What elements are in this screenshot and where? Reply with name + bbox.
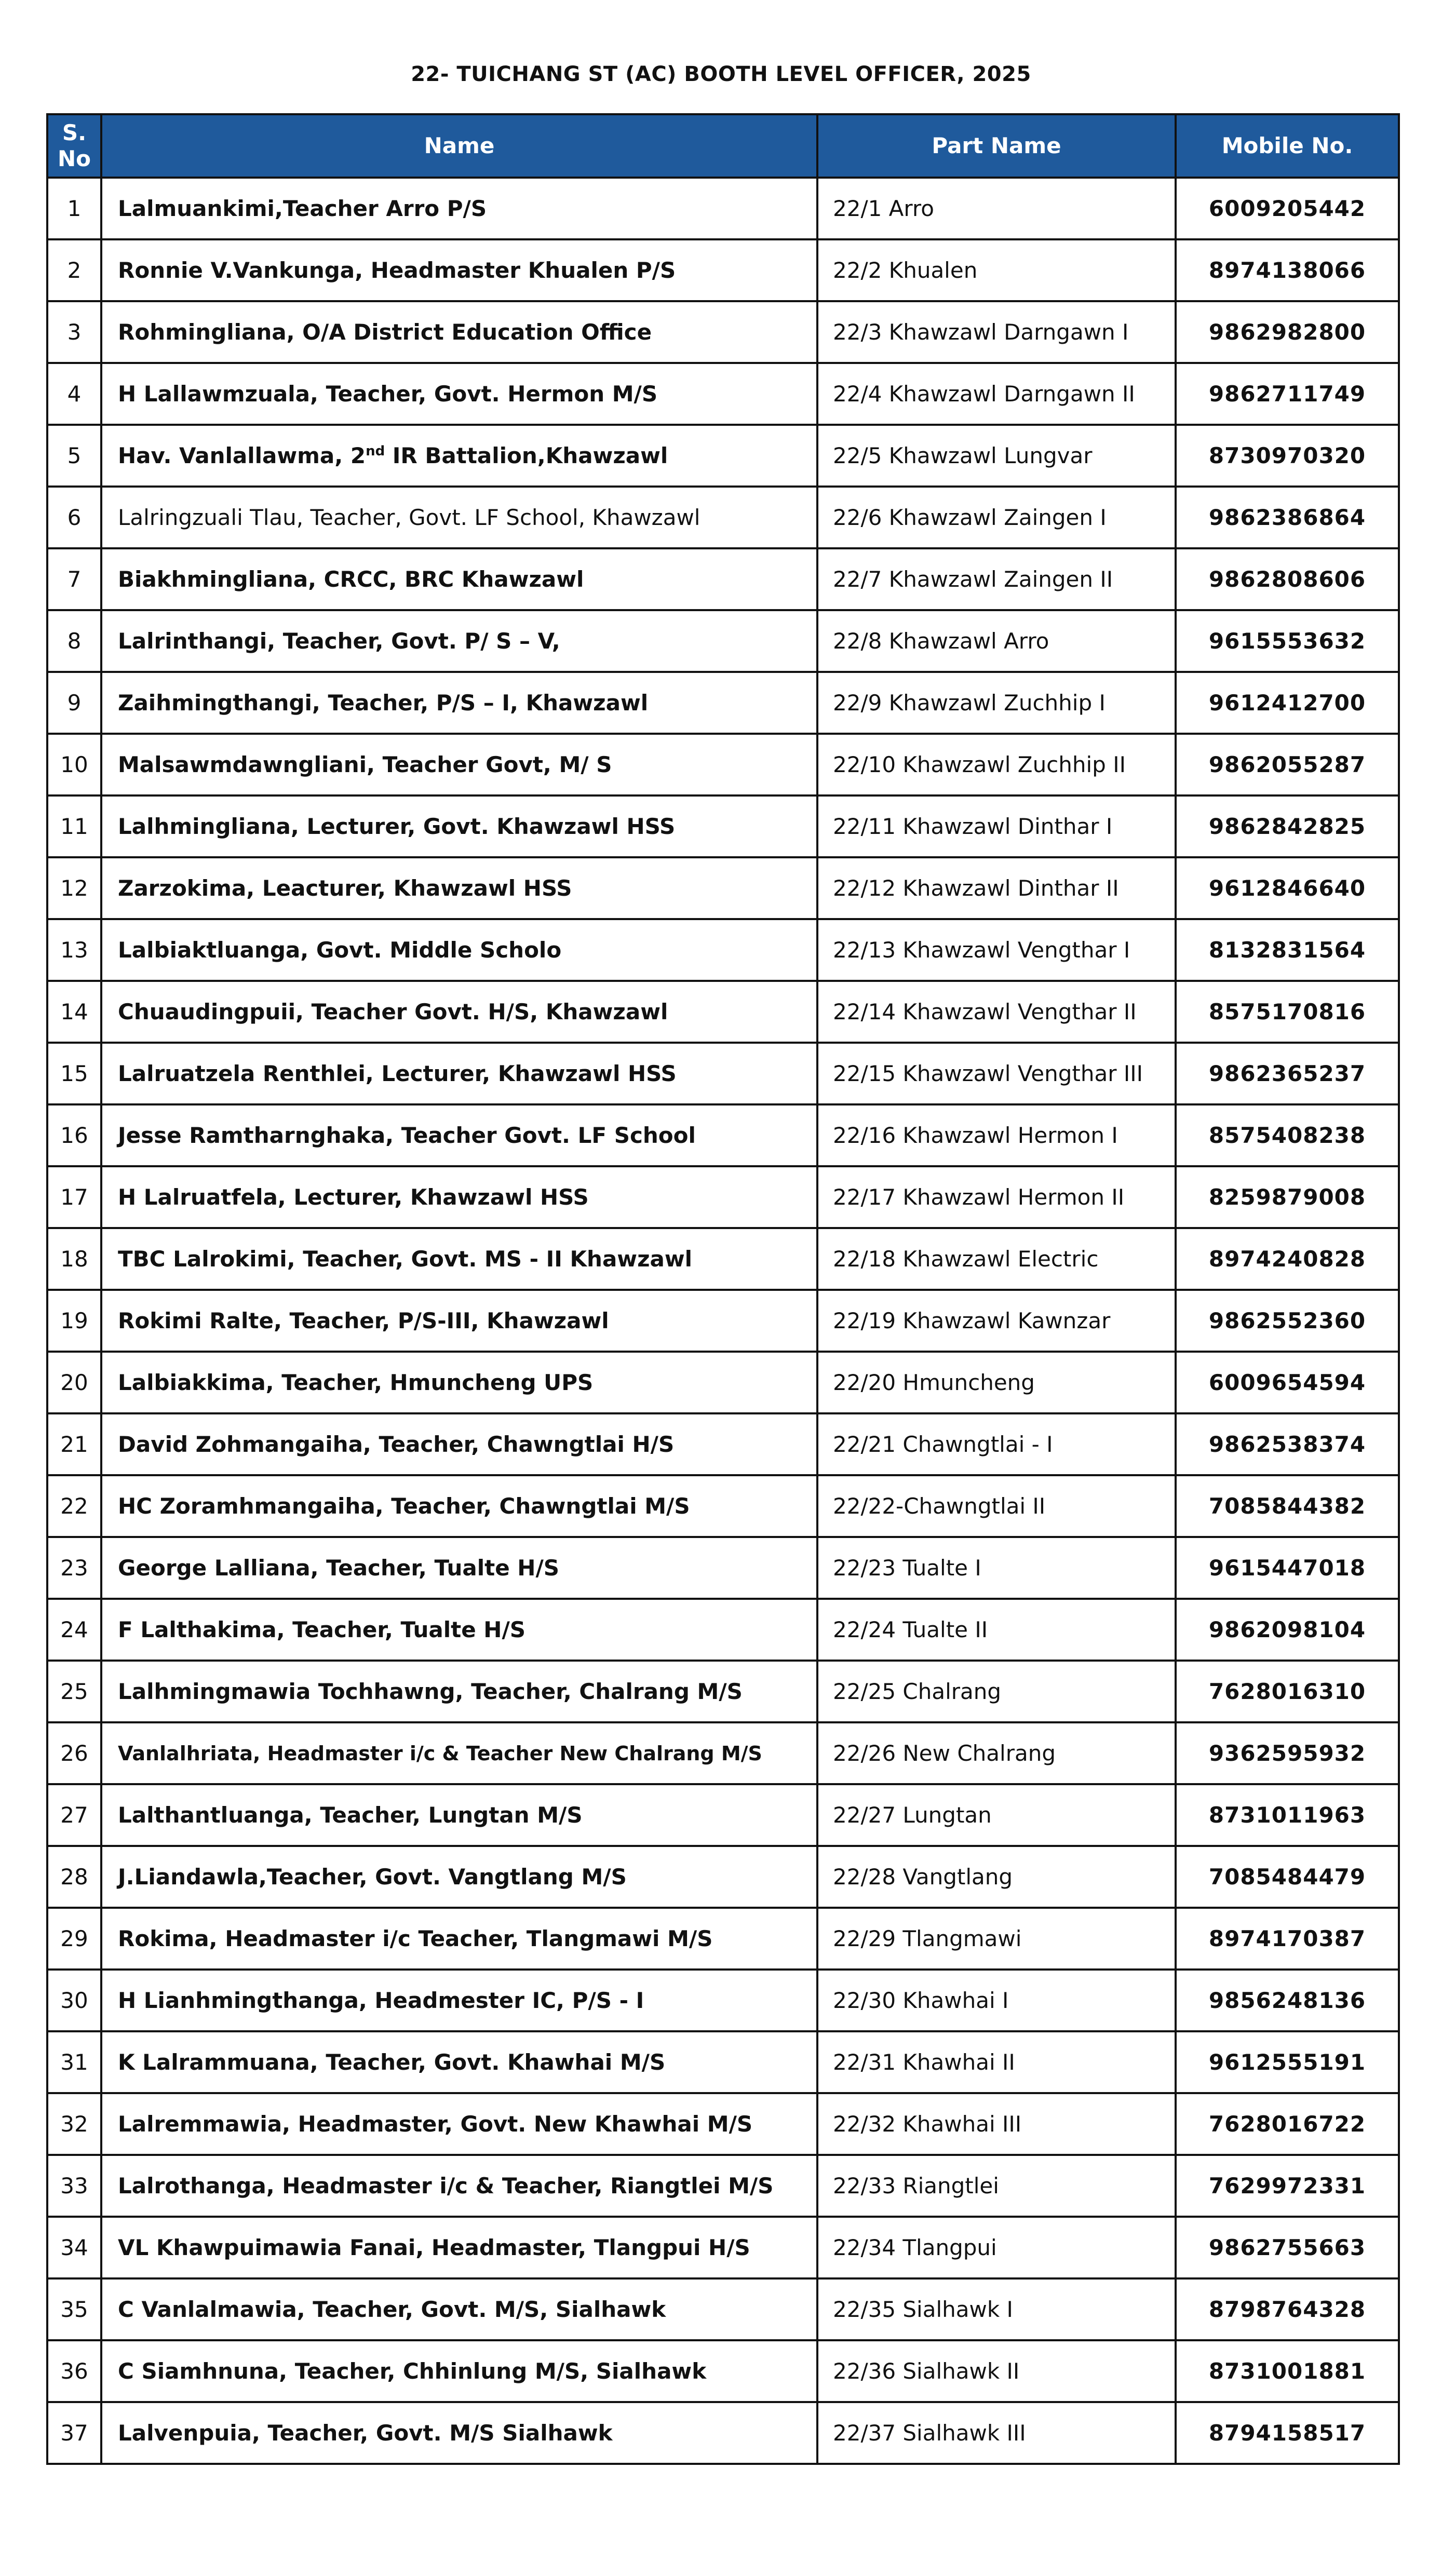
cell-part-name: 22/18 Khawzawl Electric xyxy=(817,1228,1176,1290)
table-row xyxy=(47,363,1399,425)
cell-sno: 16 xyxy=(47,1104,101,1166)
cell-mobile: 8575170816 xyxy=(1176,981,1399,1043)
cell-name: Lalrinthangi, Teacher, Govt. P/ S – V, xyxy=(101,610,817,672)
cell-part-name: 22/1 Arro xyxy=(817,178,1176,239)
cell-part-name: 22/12 Khawzawl Dinthar II xyxy=(817,857,1176,919)
cell-mobile: 9862055287 xyxy=(1176,734,1399,795)
cell-name: Lalmuankimi,Teacher Arro P/S xyxy=(101,178,817,239)
cell-name: H Lianhmingthanga, Headmester IC, P/S - I xyxy=(101,1970,817,2031)
cell-sno: 15 xyxy=(47,1043,101,1104)
cell-sno: 26 xyxy=(47,1722,101,1784)
cell-part-name: 22/9 Khawzawl Zuchhip I xyxy=(817,672,1176,734)
cell-sno: 31 xyxy=(47,2031,101,2093)
table-row xyxy=(47,919,1399,981)
table-row xyxy=(47,1413,1399,1475)
cell-name: Lalremmawia, Headmaster, Govt. New Khawhai M/S xyxy=(101,2093,817,2155)
cell-mobile: 9862755663 xyxy=(1176,2217,1399,2278)
cell-sno: 8 xyxy=(47,610,101,672)
cell-sno: 17 xyxy=(47,1166,101,1228)
cell-sno: 1 xyxy=(47,178,101,239)
header-mobile: Mobile No. xyxy=(1176,114,1399,178)
cell-mobile: 6009654594 xyxy=(1176,1352,1399,1413)
cell-part-name: 22/19 Khawzawl Kawnzar xyxy=(817,1290,1176,1352)
cell-name: Jesse Ramtharnghaka, Teacher Govt. LF School xyxy=(101,1104,817,1166)
cell-sno: 34 xyxy=(47,2217,101,2278)
header-part-name: Part Name xyxy=(817,114,1176,178)
cell-part-name: 22/8 Khawzawl Arro xyxy=(817,610,1176,672)
table-row xyxy=(47,2278,1399,2340)
cell-mobile: 9862982800 xyxy=(1176,301,1399,363)
cell-sno: 32 xyxy=(47,2093,101,2155)
table-row xyxy=(47,1537,1399,1599)
cell-part-name: 22/34 Tlangpui xyxy=(817,2217,1176,2278)
cell-sno: 14 xyxy=(47,981,101,1043)
cell-part-name: 22/17 Khawzawl Hermon II xyxy=(817,1166,1176,1228)
cell-mobile: 7085484479 xyxy=(1176,1846,1399,1908)
cell-name: Lalbiakkima, Teacher, Hmuncheng UPS xyxy=(101,1352,817,1413)
cell-name: HC Zoramhmangaiha, Teacher, Chawngtlai M/S xyxy=(101,1475,817,1537)
cell-sno: 22 xyxy=(47,1475,101,1537)
table-row xyxy=(47,672,1399,734)
cell-name: Lalvenpuia, Teacher, Govt. M/S Sialhawk xyxy=(101,2402,817,2464)
table-row xyxy=(47,1290,1399,1352)
cell-sno: 4 xyxy=(47,363,101,425)
table-row xyxy=(47,2340,1399,2402)
cell-name: C Siamhnuna, Teacher, Chhinlung M/S, Sialhawk xyxy=(101,2340,817,2402)
table-row xyxy=(47,1846,1399,1908)
cell-part-name: 22/31 Khawhai II xyxy=(817,2031,1176,2093)
cell-part-name: 22/20 Hmuncheng xyxy=(817,1352,1176,1413)
cell-sno: 35 xyxy=(47,2278,101,2340)
cell-sno: 7 xyxy=(47,548,101,610)
cell-mobile: 7629972331 xyxy=(1176,2155,1399,2217)
cell-sno: 19 xyxy=(47,1290,101,1352)
table-row xyxy=(47,1970,1399,2031)
cell-part-name: 22/32 Khawhai III xyxy=(817,2093,1176,2155)
cell-part-name: 22/33 Riangtlei xyxy=(817,2155,1176,2217)
cell-part-name: 22/3 Khawzawl Darngawn I xyxy=(817,301,1176,363)
cell-name-prefix: Hav. Vanlallawma, 2 xyxy=(118,443,366,468)
cell-name: Chuaudingpuii, Teacher Govt. H/S, Khawzawl xyxy=(101,981,817,1043)
cell-mobile: 8974138066 xyxy=(1176,239,1399,301)
cell-mobile: 8731001881 xyxy=(1176,2340,1399,2402)
cell-mobile: 8132831564 xyxy=(1176,919,1399,981)
cell-part-name: 22/36 Sialhawk II xyxy=(817,2340,1176,2402)
table-row xyxy=(47,1722,1399,1784)
table-row xyxy=(47,1908,1399,1970)
cell-mobile: 7628016722 xyxy=(1176,2093,1399,2155)
cell-part-name: 22/11 Khawzawl Dinthar I xyxy=(817,795,1176,857)
cell-sno: 23 xyxy=(47,1537,101,1599)
table-row xyxy=(47,2093,1399,2155)
cell-mobile: 9615553632 xyxy=(1176,610,1399,672)
cell-name: Lalhmingmawia Tochhawng, Teacher, Chalrang M/S xyxy=(101,1661,817,1722)
cell-mobile: 8794158517 xyxy=(1176,2402,1399,2464)
cell-sno: 27 xyxy=(47,1784,101,1846)
cell-name: Zarzokima, Leacturer, Khawzawl HSS xyxy=(101,857,817,919)
cell-part-name: 22/14 Khawzawl Vengthar II xyxy=(817,981,1176,1043)
cell-part-name: 22/25 Chalrang xyxy=(817,1661,1176,1722)
table-row xyxy=(47,734,1399,795)
cell-mobile: 6009205442 xyxy=(1176,178,1399,239)
cell-part-name: 22/21 Chawngtlai - I xyxy=(817,1413,1176,1475)
cell-mobile: 8974170387 xyxy=(1176,1908,1399,1970)
cell-name: K Lalrammuana, Teacher, Govt. Khawhai M/S xyxy=(101,2031,817,2093)
cell-name: F Lalthakima, Teacher, Tualte H/S xyxy=(101,1599,817,1661)
cell-sno: 12 xyxy=(47,857,101,919)
cell-part-name: 22/28 Vangtlang xyxy=(817,1846,1176,1908)
table-row xyxy=(47,1784,1399,1846)
header-sno xyxy=(47,114,101,178)
cell-part-name: 22/26 New Chalrang xyxy=(817,1722,1176,1784)
cell-mobile: 9612412700 xyxy=(1176,672,1399,734)
cell-name: Zaihmingthangi, Teacher, P/S – I, Khawzawl xyxy=(101,672,817,734)
cell-part-name: 22/30 Khawhai I xyxy=(817,1970,1176,2031)
table-row xyxy=(47,1043,1399,1104)
cell-mobile: 8974240828 xyxy=(1176,1228,1399,1290)
table-row xyxy=(47,239,1399,301)
cell-name: David Zohmangaiha, Teacher, Chawngtlai H/S xyxy=(101,1413,817,1475)
cell-name: Ronnie V.Vankunga, Headmaster Khualen P/S xyxy=(101,239,817,301)
cell-part-name: 22/37 Sialhawk III xyxy=(817,2402,1176,2464)
cell-mobile: 9856248136 xyxy=(1176,1970,1399,2031)
officer-table xyxy=(46,113,1400,2465)
table-row xyxy=(47,1352,1399,1413)
cell-part-name: 22/10 Khawzawl Zuchhip II xyxy=(817,734,1176,795)
table-row xyxy=(47,425,1399,487)
table-row xyxy=(47,2402,1399,2464)
cell-part-name: 22/35 Sialhawk I xyxy=(817,2278,1176,2340)
cell-mobile: 9862386864 xyxy=(1176,487,1399,548)
cell-part-name: 22/6 Khawzawl Zaingen I xyxy=(817,487,1176,548)
table-row xyxy=(47,548,1399,610)
header-name: Name xyxy=(101,114,817,178)
cell-mobile: 8730970320 xyxy=(1176,425,1399,487)
cell-mobile: 9615447018 xyxy=(1176,1537,1399,1599)
table-row xyxy=(47,178,1399,239)
cell-mobile: 8798764328 xyxy=(1176,2278,1399,2340)
cell-sno: 3 xyxy=(47,301,101,363)
cell-name: Vanlalhriata, Headmaster i/c & Teacher New Chalrang M/S xyxy=(101,1722,817,1784)
cell-name: Lalbiaktluanga, Govt. Middle Scholo xyxy=(101,919,817,981)
cell-mobile: 9362595932 xyxy=(1176,1722,1399,1784)
cell-name xyxy=(101,425,817,487)
cell-part-name: 22/4 Khawzawl Darngawn II xyxy=(817,363,1176,425)
table-body xyxy=(47,178,1399,2464)
cell-sno: 29 xyxy=(47,1908,101,1970)
cell-part-name: 22/7 Khawzawl Zaingen II xyxy=(817,548,1176,610)
table-row xyxy=(47,301,1399,363)
cell-name-superscript: nd xyxy=(366,443,385,459)
table-row xyxy=(47,1661,1399,1722)
cell-part-name: 22/16 Khawzawl Hermon I xyxy=(817,1104,1176,1166)
table-row xyxy=(47,487,1399,548)
cell-name: TBC Lalrokimi, Teacher, Govt. MS - II Khawzawl xyxy=(101,1228,817,1290)
cell-name: Rokima, Headmaster i/c Teacher, Tlangmawi M/S xyxy=(101,1908,817,1970)
table-row xyxy=(47,610,1399,672)
page-title: 22- TUICHANG ST (AC) BOOTH LEVEL OFFICER, 2025 xyxy=(411,62,1031,86)
cell-name: Lalthantluanga, Teacher, Lungtan M/S xyxy=(101,1784,817,1846)
cell-part-name: 22/27 Lungtan xyxy=(817,1784,1176,1846)
cell-sno: 6 xyxy=(47,487,101,548)
cell-part-name: 22/29 Tlangmawi xyxy=(817,1908,1176,1970)
header-sno-line2: No xyxy=(57,146,91,171)
cell-mobile: 8575408238 xyxy=(1176,1104,1399,1166)
cell-mobile: 9862538374 xyxy=(1176,1413,1399,1475)
cell-sno: 28 xyxy=(47,1846,101,1908)
cell-name: J.Liandawla,Teacher, Govt. Vangtlang M/S xyxy=(101,1846,817,1908)
cell-sno: 33 xyxy=(47,2155,101,2217)
cell-name: Rohmingliana, O/A District Education Office xyxy=(101,301,817,363)
cell-mobile: 7085844382 xyxy=(1176,1475,1399,1537)
cell-name: Malsawmdawngliani, Teacher Govt, M/ S xyxy=(101,734,817,795)
cell-name: Biakhmingliana, CRCC, BRC Khawzawl xyxy=(101,548,817,610)
cell-sno: 13 xyxy=(47,919,101,981)
table-row xyxy=(47,857,1399,919)
cell-name: VL Khawpuimawia Fanai, Headmaster, Tlangpui H/S xyxy=(101,2217,817,2278)
cell-name: George Lalliana, Teacher, Tualte H/S xyxy=(101,1537,817,1599)
cell-name: Rokimi Ralte, Teacher, P/S-III, Khawzawl xyxy=(101,1290,817,1352)
table-row xyxy=(47,981,1399,1043)
cell-sno: 37 xyxy=(47,2402,101,2464)
cell-name: Lalringzuali Tlau, Teacher, Govt. LF School, Khawzawl xyxy=(101,487,817,548)
cell-mobile: 9862552360 xyxy=(1176,1290,1399,1352)
table-row xyxy=(47,1228,1399,1290)
cell-part-name: 22/2 Khualen xyxy=(817,239,1176,301)
cell-name: H Lalruatfela, Lecturer, Khawzawl HSS xyxy=(101,1166,817,1228)
cell-name: Lalrothanga, Headmaster i/c & Teacher, Riangtlei M/S xyxy=(101,2155,817,2217)
table-row xyxy=(47,1104,1399,1166)
table-row xyxy=(47,1599,1399,1661)
table-row xyxy=(47,2155,1399,2217)
cell-sno: 30 xyxy=(47,1970,101,2031)
table-row xyxy=(47,2031,1399,2093)
cell-mobile: 8731011963 xyxy=(1176,1784,1399,1846)
cell-sno: 21 xyxy=(47,1413,101,1475)
cell-mobile: 9612555191 xyxy=(1176,2031,1399,2093)
table-header-row xyxy=(47,114,1399,178)
cell-mobile: 7628016310 xyxy=(1176,1661,1399,1722)
cell-sno: 9 xyxy=(47,672,101,734)
cell-sno: 24 xyxy=(47,1599,101,1661)
cell-mobile: 9862842825 xyxy=(1176,795,1399,857)
cell-sno: 20 xyxy=(47,1352,101,1413)
cell-mobile: 9862808606 xyxy=(1176,548,1399,610)
cell-sno: 36 xyxy=(47,2340,101,2402)
table-row xyxy=(47,1475,1399,1537)
table-row xyxy=(47,795,1399,857)
cell-part-name: 22/13 Khawzawl Vengthar I xyxy=(817,919,1176,981)
cell-mobile: 9862098104 xyxy=(1176,1599,1399,1661)
table-row xyxy=(47,1166,1399,1228)
cell-part-name: 22/23 Tualte I xyxy=(817,1537,1176,1599)
cell-name: Lalruatzela Renthlei, Lecturer, Khawzawl HSS xyxy=(101,1043,817,1104)
cell-sno: 18 xyxy=(47,1228,101,1290)
cell-name: Lalhmingliana, Lecturer, Govt. Khawzawl HSS xyxy=(101,795,817,857)
cell-part-name: 22/22-Chawngtlai II xyxy=(817,1475,1176,1537)
cell-sno: 11 xyxy=(47,795,101,857)
cell-name: C Vanlalmawia, Teacher, Govt. M/S, Sialhawk xyxy=(101,2278,817,2340)
header-sno-line1: S. xyxy=(62,120,87,145)
table-row xyxy=(47,2217,1399,2278)
cell-mobile: 9862711749 xyxy=(1176,363,1399,425)
cell-sno: 5 xyxy=(47,425,101,487)
cell-part-name: 22/15 Khawzawl Vengthar III xyxy=(817,1043,1176,1104)
cell-name-suffix: IR Battalion,Khawzawl xyxy=(385,443,668,468)
cell-sno: 2 xyxy=(47,239,101,301)
cell-part-name: 22/24 Tualte II xyxy=(817,1599,1176,1661)
cell-name: H Lallawmzuala, Teacher, Govt. Hermon M/S xyxy=(101,363,817,425)
cell-mobile: 9612846640 xyxy=(1176,857,1399,919)
cell-mobile: 9862365237 xyxy=(1176,1043,1399,1104)
cell-sno: 10 xyxy=(47,734,101,795)
cell-mobile: 8259879008 xyxy=(1176,1166,1399,1228)
cell-part-name: 22/5 Khawzawl Lungvar xyxy=(817,425,1176,487)
cell-sno: 25 xyxy=(47,1661,101,1722)
